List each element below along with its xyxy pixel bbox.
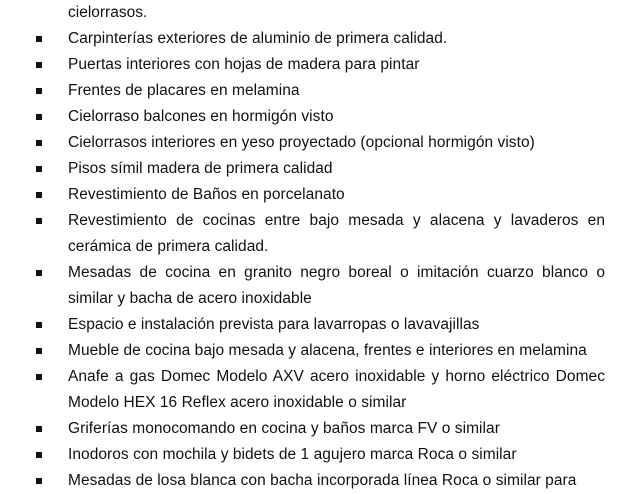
list-item [0, 156, 640, 182]
list-item [0, 78, 640, 104]
list-item [0, 182, 640, 208]
list-item-text: Revestimiento de cocinas entre bajo mesada y alacena y lavaderos en cerámica de primera calidad. [68, 212, 605, 255]
list-item-text: Mueble de cocina bajo mesada y alacena, frentes e interiores en melamina [68, 342, 587, 359]
list-item [0, 468, 640, 494]
list-item-text: Pisos símil madera de primera calidad [68, 160, 333, 177]
list-item [0, 52, 640, 78]
list-item-text: Cielorrasos interiores en yeso proyectado (opcional hormigón visto) [68, 134, 535, 151]
list-item [0, 26, 640, 52]
list-item [0, 104, 640, 130]
list-item-text: Mesadas de cocina en granito negro boreal o imitación cuarzo blanco o similar y bacha de acero inoxidable [68, 264, 605, 307]
list-item-text: Frentes de placares en melamina [68, 82, 300, 99]
bullet-icon [36, 322, 42, 328]
bullet-icon [36, 374, 42, 380]
continuation-line: cielorrasos. [68, 4, 148, 21]
list-item [0, 442, 640, 468]
bullet-icon [36, 140, 42, 146]
bullet-icon [36, 478, 42, 484]
list-item [0, 208, 640, 260]
bullet-icon [36, 88, 42, 94]
bullet-icon [36, 166, 42, 172]
list-item-text: Puertas interiores con hojas de madera para pintar [68, 56, 420, 73]
bullet-icon [36, 452, 42, 458]
list-item [0, 416, 640, 442]
bullet-icon [36, 114, 42, 120]
bullet-icon [36, 426, 42, 432]
bullet-icon [36, 36, 42, 42]
bullet-icon [36, 348, 42, 354]
list-item [0, 364, 640, 416]
list-item [0, 338, 640, 364]
bullet-icon [36, 62, 42, 68]
list-item-text: Espacio e instalación prevista para lavarropas o lavavajillas [68, 316, 480, 333]
list-item-text: Revestimiento de Baños en porcelanato [68, 186, 345, 203]
list-item-text: Mesadas de losa blanca con bacha incorporada línea Roca o similar para [68, 472, 577, 489]
bullet-icon [36, 270, 42, 276]
list-item-text: Griferías monocomando en cocina y baños marca FV o similar [68, 420, 500, 437]
list-item-text: Inodoros con mochila y bidets de 1 agujero marca Roca o similar [68, 446, 517, 463]
list-item [0, 130, 640, 156]
list-item-text: Carpinterías exteriores de aluminio de primera calidad. [68, 30, 448, 47]
list-item-text: Cielorraso balcones en hormigón visto [68, 108, 334, 125]
list-item [0, 260, 640, 312]
list-item [0, 312, 640, 338]
bullet-icon [36, 192, 42, 198]
bullet-icon [36, 218, 42, 224]
list-item-text: Anafe a gas Domec Modelo AXV acero inoxidable y horno eléctrico Domec Modelo HEX 16 Reflex acero inoxidable o similar [68, 368, 605, 411]
